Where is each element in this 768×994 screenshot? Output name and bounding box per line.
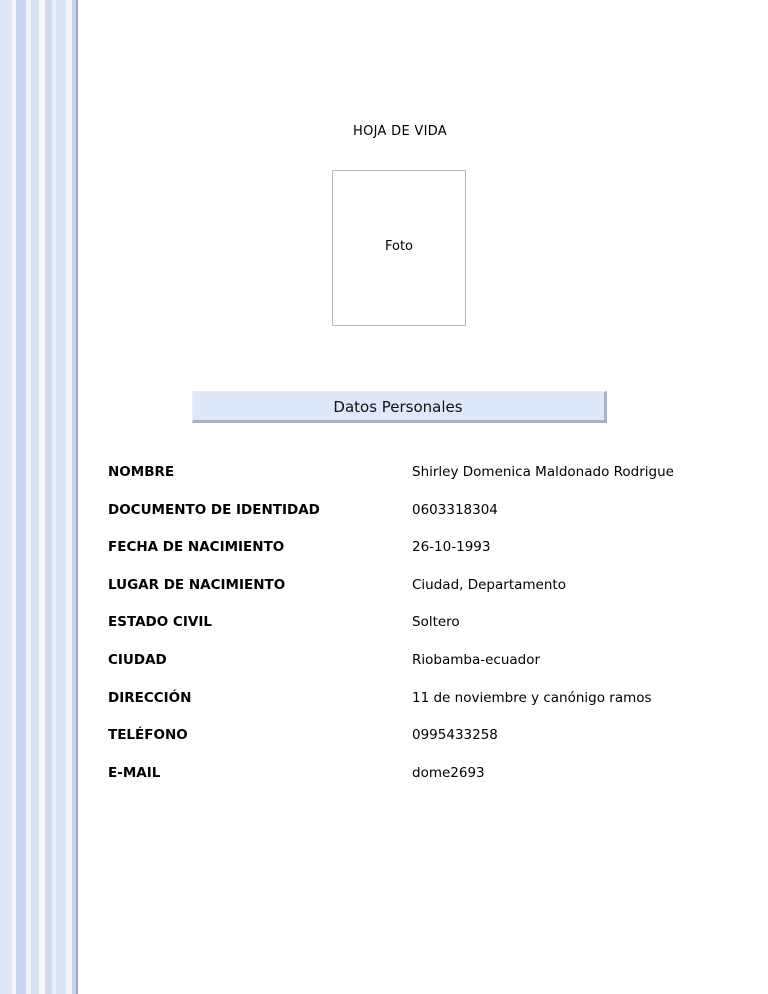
- section-heading-bar: [192, 391, 607, 423]
- field-label: ESTADO CIVIL: [108, 614, 212, 631]
- field-label: TELÉFONO: [108, 727, 188, 744]
- field-row-direccion: [108, 690, 728, 728]
- field-value: 0603318304: [412, 501, 498, 518]
- field-row-estado-civil: [108, 614, 728, 652]
- field-value: 11 de noviembre y canónigo ramos: [412, 689, 652, 706]
- field-label: E-MAIL: [108, 764, 161, 781]
- field-value: 0995433258: [412, 727, 498, 744]
- photo-placeholder-label: Foto: [384, 239, 414, 254]
- field-row-nombre: [108, 464, 728, 502]
- field-row-email: [108, 765, 728, 803]
- document-title: HOJA DE VIDA: [353, 124, 447, 139]
- field-row-lugar-nacimiento: [108, 577, 728, 615]
- photo-placeholder-box: [332, 170, 466, 326]
- field-label: LUGAR DE NACIMIENTO: [108, 576, 286, 593]
- field-value: Soltero: [412, 614, 460, 631]
- field-value: Shirley Domenica Maldonado Rodrigue: [412, 464, 674, 480]
- field-value: Riobamba-ecuador: [412, 651, 541, 668]
- field-value: Ciudad, Departamento: [412, 576, 566, 593]
- field-label: FECHA DE NACIMIENTO: [108, 539, 285, 556]
- field-value: 26-10-1993: [412, 539, 491, 556]
- personal-data-list: [108, 464, 728, 802]
- field-row-fecha-nacimiento: [108, 539, 728, 577]
- field-row-telefono: [108, 727, 728, 765]
- field-row-documento: [108, 502, 728, 540]
- field-label: CIUDAD: [108, 651, 167, 668]
- decorative-side-stripes: [0, 0, 80, 994]
- field-label: NOMBRE: [108, 464, 175, 480]
- field-row-ciudad: [108, 652, 728, 690]
- field-label: DIRECCIÓN: [108, 689, 192, 706]
- field-value: dome2693: [412, 764, 485, 781]
- section-heading: Datos Personales: [333, 398, 463, 416]
- field-label: DOCUMENTO DE IDENTIDAD: [108, 501, 320, 518]
